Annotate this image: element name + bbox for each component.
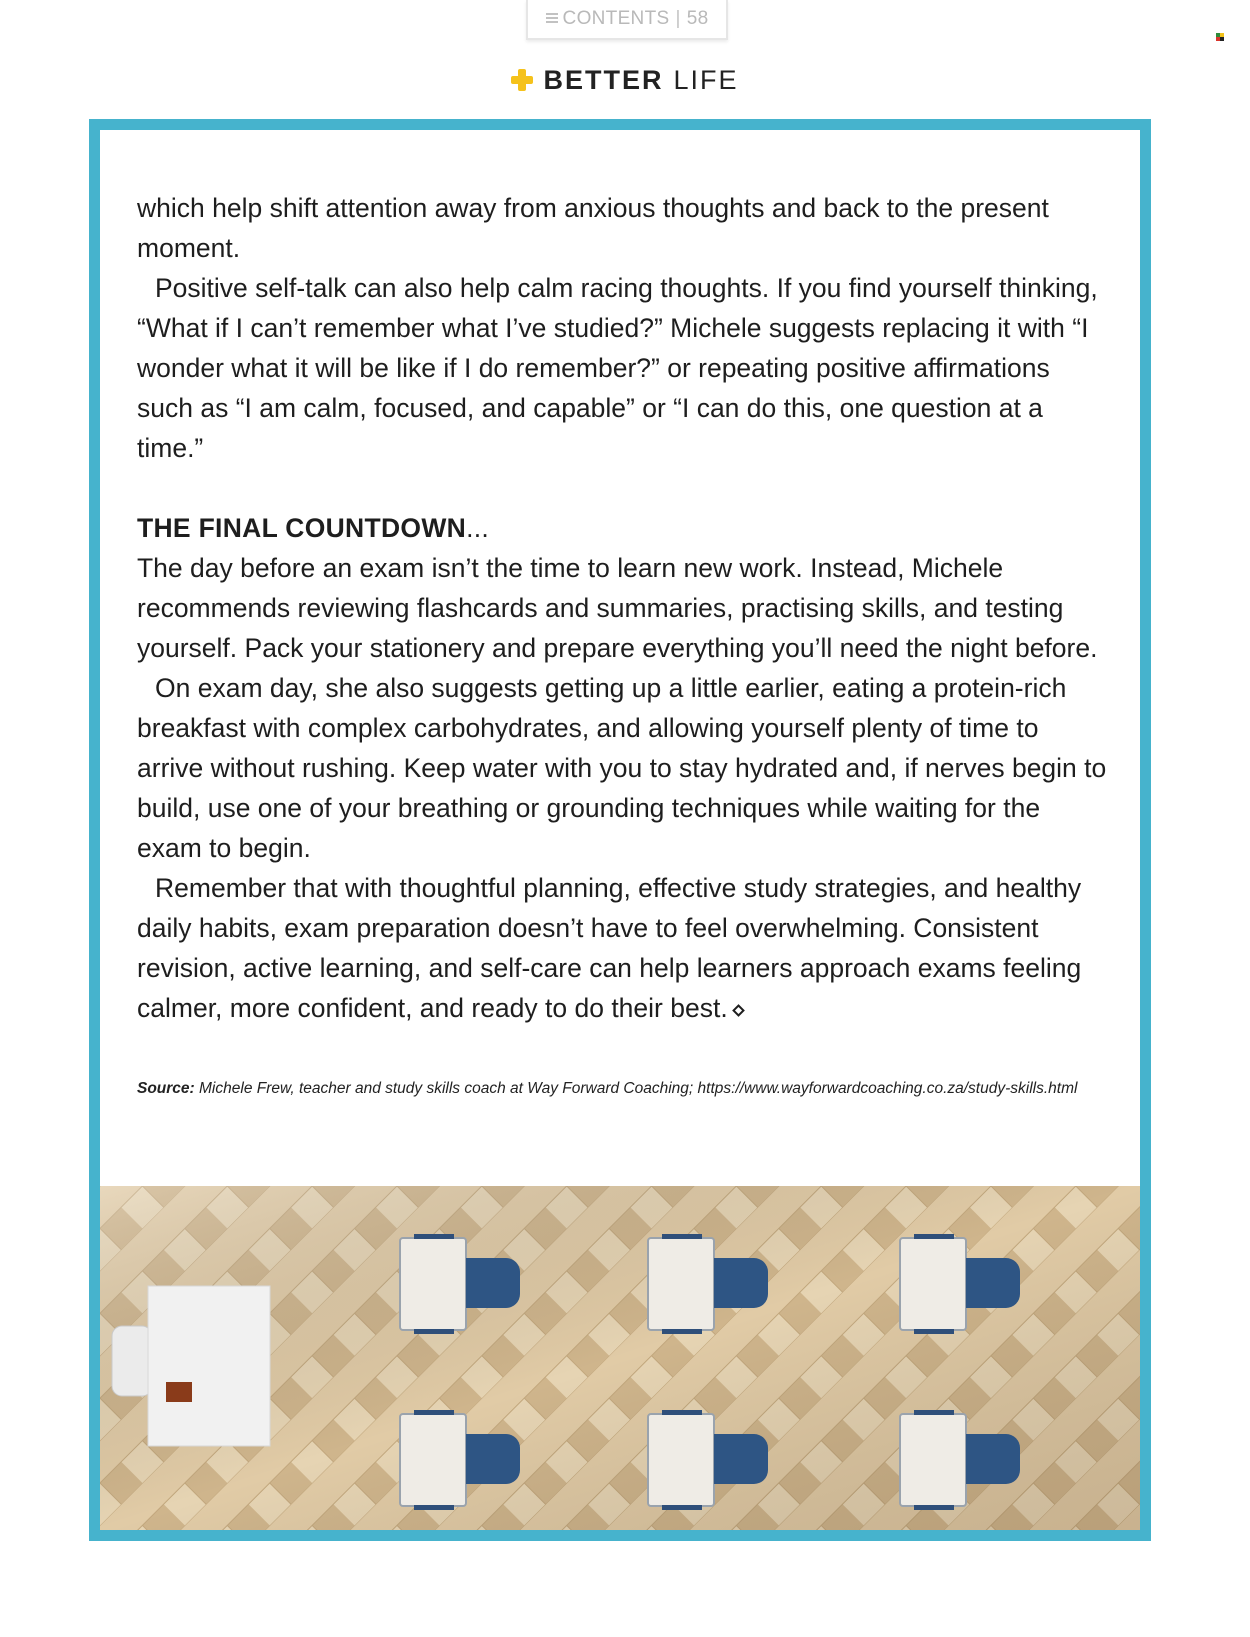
source-citation [137,1080,1097,1097]
subheading-text: THE FINAL COUNTDOWN [137,513,467,543]
contents-label: CONTENTS [562,8,670,29]
source-text: Michele Frew, teacher and study skills coach at Way Forward Coaching; https://www.wayforwardcoaching.co.za/study-skills.html [194,1080,1078,1097]
source-label: Source: [137,1080,195,1097]
article-body [137,188,1107,1028]
section-title-bold: BETTER [543,64,664,95]
paragraph: The day before an exam isn’t the time to learn new work. Instead, Michele recommends reviewing flashcards and summaries, practising skills, and testing yourself. Pack your stationery and prepare everything you’ll need the night before. [137,553,1098,663]
divider: | [675,8,681,29]
contents-nav-button[interactable] [526,0,728,40]
paragraph [137,868,1107,1028]
paragraph-text: Remember that with thoughtful planning, effective study strategies, and healthy daily habits, exam preparation doesn’t have to feel overwhelming. Consistent revision, active learning, and self-care can help learners approach exams feeling calmer, more confident, and ready to do their best. [137,873,1082,1023]
classroom-photo [100,1186,1140,1530]
subheading [137,508,1107,548]
paragraph: which help shift attention away from anxious thoughts and back to the present moment. [137,193,1049,263]
section-header [0,62,1250,98]
page-number: 58 [686,8,709,29]
end-mark-icon [732,1004,745,1017]
menu-icon [546,13,558,23]
corner-mark-icon [1216,33,1224,41]
paragraph: On exam day, she also suggests getting up a little earlier, eating a protein-rich breakfast with complex carbohydrates, and allowing yourself plenty of time to arrive without rushing. Keep water with you to stay hydrated and, if nerves begin to build, use one of your breathing or grounding techniques while waiting for the exam to begin. [137,673,1107,863]
plus-icon [511,69,533,91]
subheading-ellipsis: ... [466,513,490,543]
paragraph: Positive self-talk can also help calm racing thoughts. If you find yourself thinking, “What if I can’t remember what I’ve studied?” Michele suggests replacing it with “I wonder what it will be like if I do remember?” or repeating positive affirmations such as “I am calm, focused, and capable” or “I can do this, one question at a time.” [137,273,1098,463]
section-title-light: LIFE [673,64,739,95]
